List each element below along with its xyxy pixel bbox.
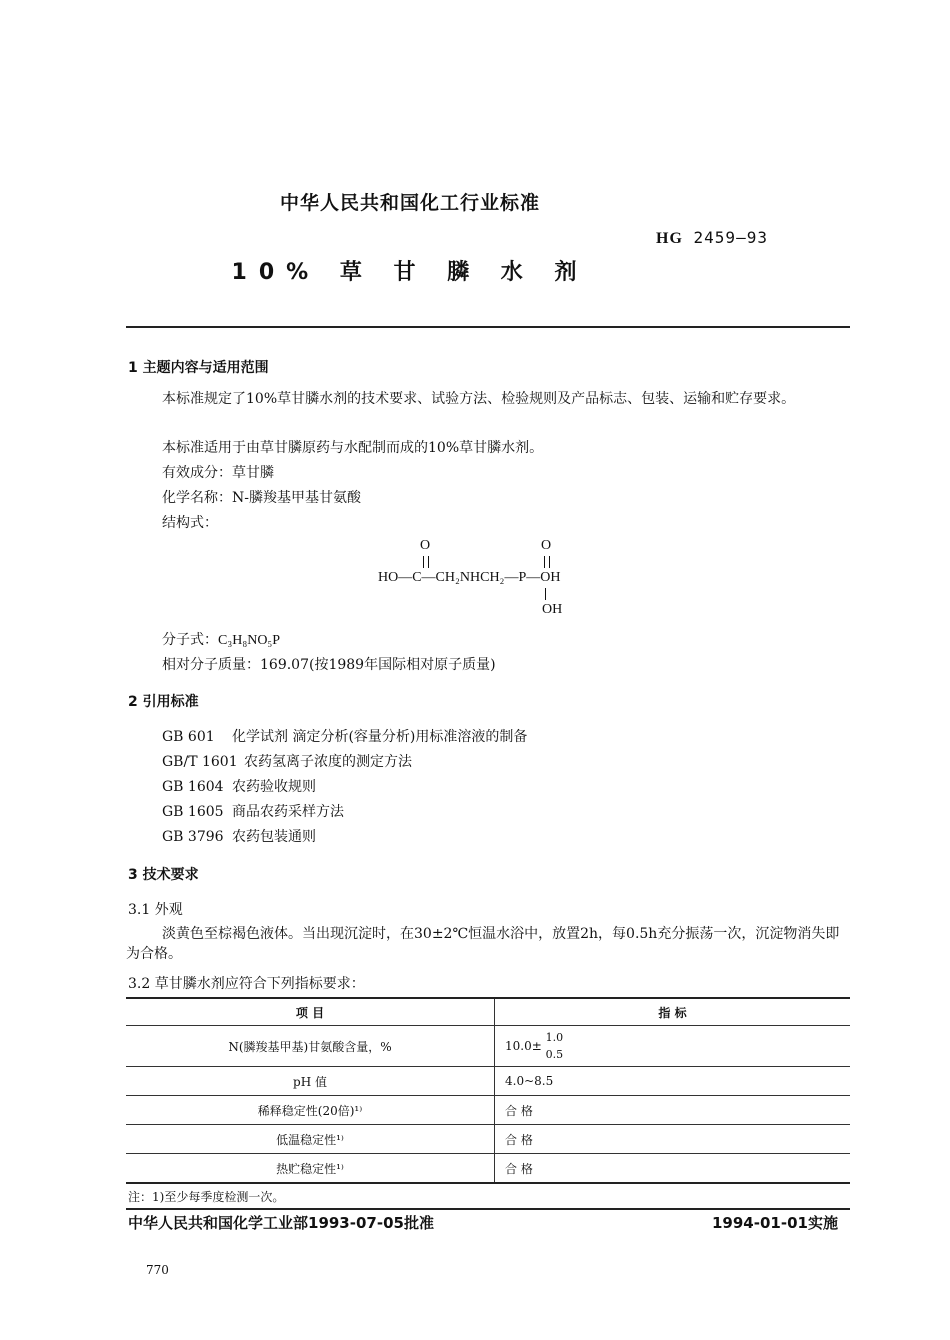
row-item: N(膦羧基甲基)甘氨酸含量，% [126,1026,495,1067]
approval-date: 中华人民共和国化学工业部1993-07-05批准 [128,1214,434,1232]
page-number: 770 [146,1263,169,1277]
section3-2-heading: 3.2 草甘膦水剂应符合下列指标要求： [128,976,365,992]
carbonyl-oxygen: O [420,538,431,553]
row-item: 热贮稳定性¹⁾ [126,1154,495,1184]
ref-code: GB/T 1601 [162,754,238,770]
section3-1-heading: 3.1 外观 [128,902,183,918]
table-row [126,1096,850,1125]
active-ingredient: 有效成分：草甘膦 [162,465,274,481]
document-title: 10% 草 甘 膦 水 剂 [231,260,589,285]
section1-para2: 本标准适用于由草甘膦原药与水配制而成的10%草甘膦水剂。 [162,440,544,456]
formula-label: 分子式： [162,632,218,648]
effective-date: 1994-01-01实施 [712,1214,838,1232]
ref-title: 农药包装通则 [232,829,316,845]
section3-1-text: 淡黄色至棕褐色液体。当出现沉淀时，在30±2℃恒温水浴中，放置2h，每0.5h充分振荡一次，沉淀物消失即为合格。 [126,926,840,962]
row-value: 合 格 [495,1125,851,1154]
section3-heading: 3 技术要求 [128,867,199,883]
section2-heading: 2 引用标准 [128,694,199,710]
section1-para1: 本标准规定了10%草甘膦水剂的技术要求、试验方法、检验规则及产品标志、包装、运输和贮存要求。 [162,391,796,407]
molecular-mass: 相对分子质量：169.07(按1989年国际相对原子质量) [162,657,496,673]
row-value: 合 格 [495,1154,851,1184]
spec-table [126,997,850,1184]
ref-code: GB 1605 [162,804,224,820]
row-item: pH 值 [126,1067,495,1096]
ref-item [162,727,527,747]
content-base: 10.0± [505,1039,542,1053]
standard-code-number: 2459—93 [693,228,768,247]
structure-main-chain: HO—C—CH₂NHCH₂—P—OH [378,570,561,585]
structural-formula [378,536,618,626]
bottom-divider [126,1208,850,1210]
spec-table-container [126,997,850,1184]
table-row [126,1154,850,1184]
ref-item [162,752,412,772]
tolerance-lower: 0.5 [545,1048,564,1061]
hydroxyl-group: OH [542,602,563,617]
double-bond-left [423,556,429,568]
header-index: 指 标 [495,998,851,1026]
tolerance-stack [546,1029,564,1063]
ref-item [162,777,316,797]
ref-title: 农药氢离子浓度的测定方法 [244,754,412,770]
ref-item [162,827,316,847]
molecular-formula [162,630,280,651]
chemical-name: 化学名称：N-膦羧基甲基甘氨酸 [162,490,361,506]
double-bond-right [544,556,550,568]
section1-heading: 1 主题内容与适用范围 [128,360,269,376]
table-row [126,1125,850,1154]
header-item: 项 目 [126,998,495,1026]
standard-code-prefix: HG [656,230,683,247]
row-item: 低温稳定性¹⁾ [126,1125,495,1154]
ref-code: GB 3796 [162,829,224,845]
tolerance-upper: 1.0 [545,1031,564,1044]
top-divider [126,326,850,328]
ref-title: 化学试剂 滴定分析(容量分析)用标准溶液的制备 [232,729,528,745]
structure-label: 结构式： [162,515,218,531]
table-note: 注：1)至少每季度检测一次。 [128,1190,285,1204]
formula-value: C₃H₈NO₅P [218,633,281,648]
ref-item [162,802,344,822]
ref-title: 商品农药采样方法 [232,804,344,820]
table-header-row [126,998,850,1026]
table-row [126,1067,850,1096]
standard-title: 中华人民共和国化工行业标准 [279,192,540,214]
row-value [495,1026,851,1067]
single-bond-down [545,588,546,600]
ref-code: GB 1604 [162,779,224,795]
table-row [126,1026,850,1067]
row-value: 4.0~8.5 [495,1067,851,1096]
row-value: 合 格 [495,1096,851,1125]
phosphoryl-oxygen: O [541,538,552,553]
standard-code [656,228,768,248]
row-item: 稀释稳定性(20倍)¹⁾ [126,1096,495,1125]
ref-code: GB 601 [162,729,215,745]
ref-title: 农药验收规则 [232,779,316,795]
